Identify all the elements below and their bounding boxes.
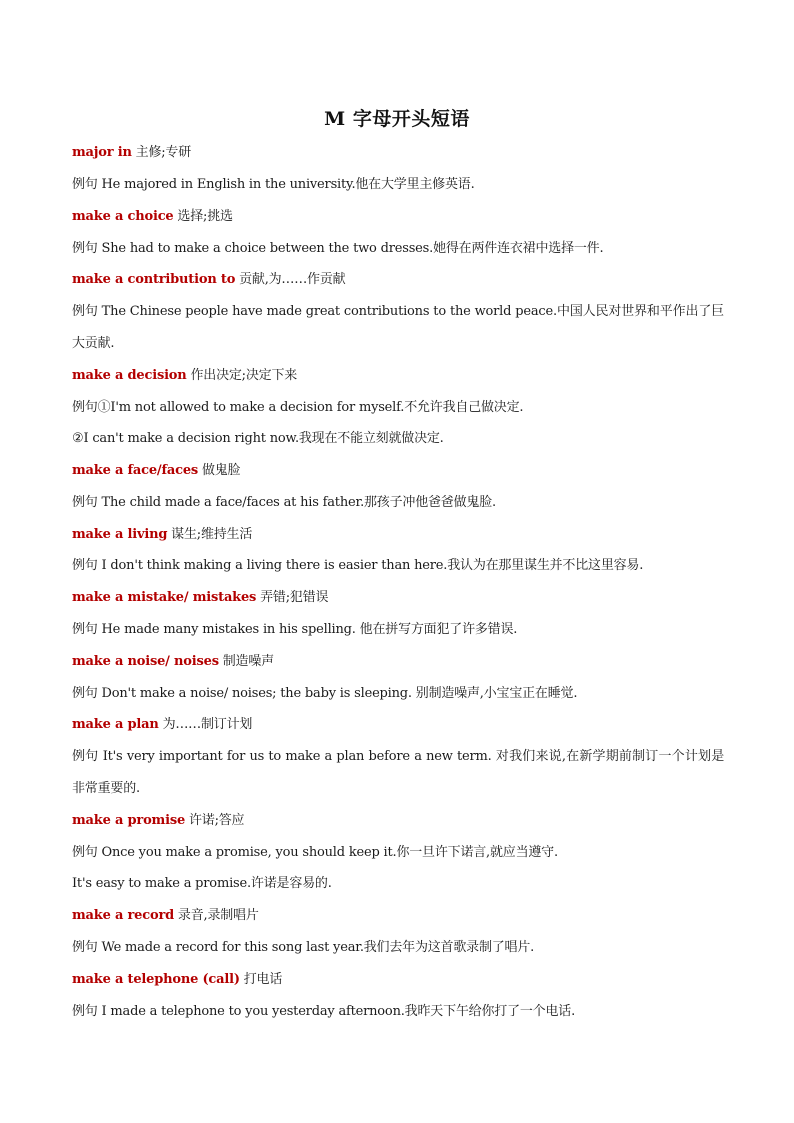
phrase-term: make a record bbox=[72, 908, 174, 923]
phrase-gloss: 为……制订计划 bbox=[158, 717, 253, 732]
example-sentence: 例句 I made a telephone to you yesterday afternoon.我昨天下午给你打了一个电话. bbox=[72, 1004, 576, 1019]
phrase-gloss: 谋生;维持生活 bbox=[167, 527, 253, 542]
example-sentence: 例句 I don't think making a living there is easier than here.我认为在那里谋生并不比这里容易. bbox=[72, 558, 644, 573]
phrase-gloss: 做鬼脸 bbox=[198, 463, 241, 478]
phrase-term: make a choice bbox=[72, 209, 174, 224]
phrase-heading bbox=[72, 525, 724, 545]
phrase-gloss: 弄错;犯错误 bbox=[256, 590, 329, 605]
example-sentence: 例句 We made a record for this song last year.我们去年为这首歌录制了唱片. bbox=[72, 940, 535, 955]
phrase-heading bbox=[72, 588, 724, 608]
phrase-heading bbox=[72, 270, 724, 290]
phrase-gloss: 许诺;答应 bbox=[185, 813, 245, 828]
example-sentence: 例句 The child made a face/faces at his father.那孩子冲他爸爸做鬼脸. bbox=[72, 495, 496, 510]
phrase-term: make a face/faces bbox=[72, 463, 199, 478]
phrase-heading bbox=[72, 461, 724, 481]
phrase-term: make a contribution to bbox=[72, 272, 236, 287]
page-title: M 字母开头短语 bbox=[324, 108, 470, 130]
phrase-heading bbox=[72, 207, 724, 227]
phrase-heading bbox=[72, 366, 724, 386]
example-sentence: 例句①I'm not allowed to make a decision for myself.不允许我自己做决定. bbox=[72, 400, 524, 415]
phrase-term: make a promise bbox=[72, 813, 186, 828]
phrase-heading bbox=[72, 970, 724, 990]
phrase-heading bbox=[72, 652, 724, 672]
phrase-gloss: 制造噪声 bbox=[218, 654, 274, 669]
phrase-gloss: 贡献,为……作贡献 bbox=[235, 272, 346, 287]
phrase-gloss: 打电话 bbox=[239, 972, 283, 987]
phrase-gloss: 主修;专研 bbox=[131, 145, 192, 160]
phrase-gloss: 选择;挑选 bbox=[173, 209, 233, 224]
phrase-term: make a mistake/ mistakes bbox=[72, 590, 257, 605]
example-sentence: 例句 Don't make a noise/ noises; the baby is sleeping. 别制造噪声,小宝宝正在睡觉. bbox=[72, 686, 578, 701]
phrase-heading bbox=[72, 811, 724, 831]
phrase-gloss: 作出决定;决定下来 bbox=[186, 368, 298, 383]
example-sentence: 例句 She had to make a choice between the two dresses.她得在两件连衣裙中选择一件. bbox=[72, 241, 604, 256]
example-sentence: 例句 It's very important for us to make a plan before a new term. 对我们来说,在新学期前制订一个计划是非常重要的. bbox=[72, 749, 724, 796]
example-sentence: ②I can't make a decision right now.我现在不能立刻就做决定. bbox=[72, 431, 444, 446]
phrase-heading bbox=[72, 715, 724, 735]
example-sentence: 例句 Once you make a promise, you should keep it.你一旦许下诺言,就应当遵守. bbox=[72, 845, 558, 860]
phrase-term: major in bbox=[72, 145, 132, 160]
example-sentence: 例句 He majored in English in the university.他在大学里主修英语. bbox=[72, 177, 475, 192]
example-sentence: It's easy to make a promise.许诺是容易的. bbox=[72, 876, 332, 891]
phrase-term: make a plan bbox=[72, 717, 159, 732]
example-sentence: 例句 He made many mistakes in his spelling. 他在拼写方面犯了许多错误. bbox=[72, 622, 518, 637]
phrase-term: make a decision bbox=[72, 368, 187, 383]
phrase-term: make a living bbox=[72, 527, 168, 542]
phrase-heading bbox=[72, 143, 724, 163]
phrase-gloss: 录音,录制唱片 bbox=[173, 908, 259, 923]
phrase-term: make a telephone (call) bbox=[72, 972, 240, 987]
phrase-term: make a noise/ noises bbox=[72, 654, 219, 669]
phrase-heading bbox=[72, 906, 724, 926]
example-sentence: 例句 The Chinese people have made great contributions to the world peace.中国人民对世界和平作出了巨大贡献. bbox=[72, 304, 724, 351]
